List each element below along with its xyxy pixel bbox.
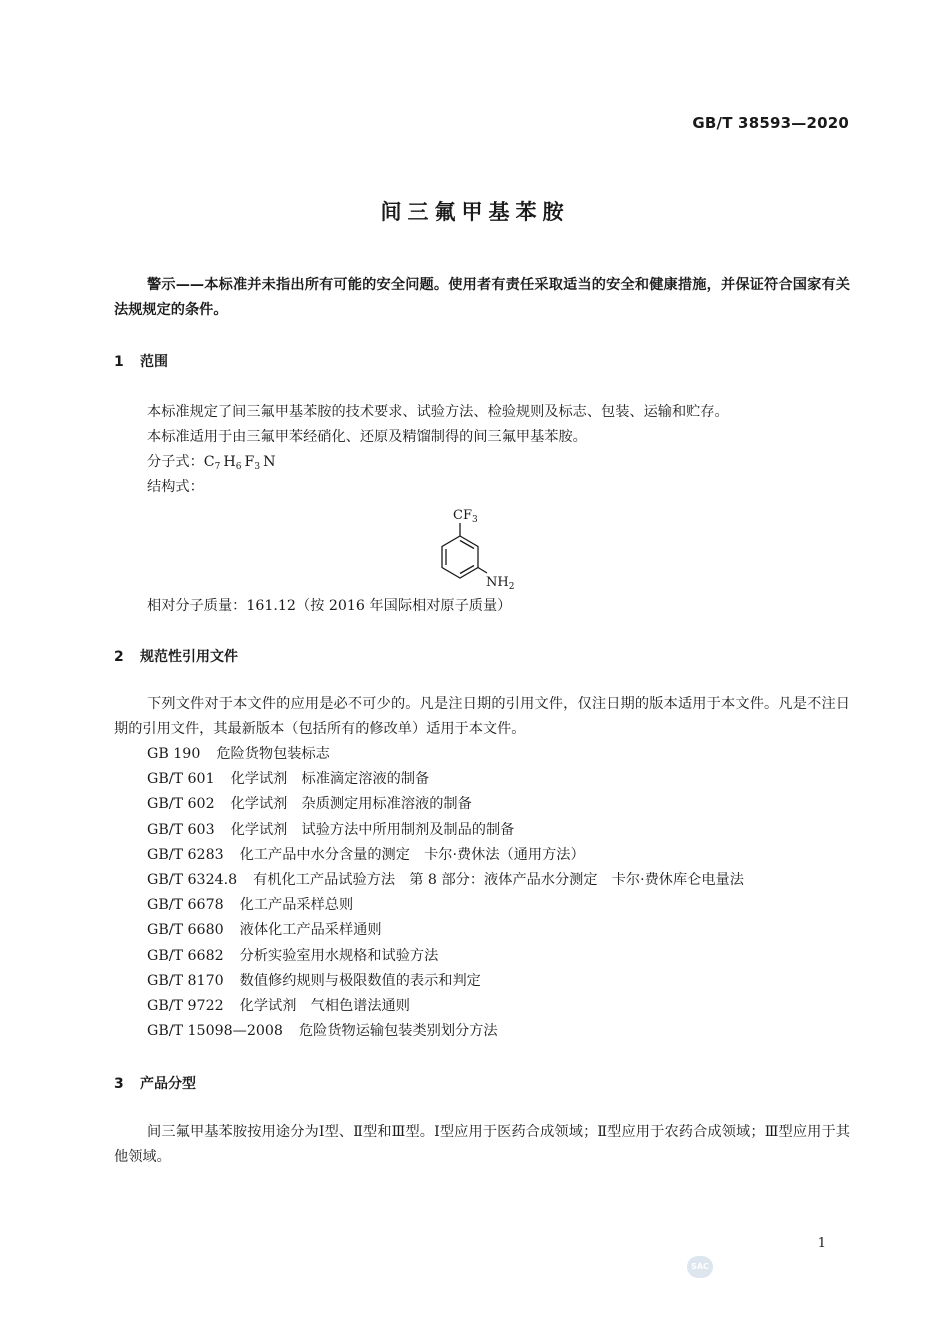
reference-title: 危险货物包装标志 xyxy=(216,746,330,762)
reference-code: GB/T 601 xyxy=(147,771,215,788)
reference-code: GB/T 6678 xyxy=(147,897,224,914)
reference-title: 化学试剂 气相色谱法通则 xyxy=(239,997,410,1014)
page-number: 1 xyxy=(817,1236,826,1251)
reference-code: GB/T 6680 xyxy=(147,922,224,939)
formula-h-count: 6 xyxy=(235,462,242,472)
formula-c-count: 7 xyxy=(214,462,221,472)
scope-paragraph-2: 本标准适用于由三氟甲苯经硝化、还原及精馏制得的间三氟甲基苯胺。 xyxy=(147,429,587,445)
reference-item xyxy=(147,742,744,767)
references-intro: 下列文件对于本文件的应用是必不可少的。凡是注日期的引用文件，仅注日期的版本适用于本文件。凡是不注日期的引用文件，其最新版本（包括所有的修改单）适用于本文件。 xyxy=(114,696,850,737)
section-3-heading xyxy=(114,1073,196,1093)
reference-code: GB/T 6283 xyxy=(147,846,224,863)
reference-list xyxy=(147,742,744,1044)
section-number: 3 xyxy=(114,1076,124,1092)
reference-code: GB/T 9722 xyxy=(147,997,224,1014)
reference-title: 化工产品采样总则 xyxy=(239,897,354,914)
reference-title: 液体化工产品采样通则 xyxy=(239,922,382,939)
reference-title: 有机化工产品试验方法 第 8 部分：液体产品水分测定 卡尔·费休库仑电量法 xyxy=(253,871,744,888)
reference-title: 化学试剂 试验方法中所用制剂及制品的制备 xyxy=(230,821,515,838)
standard-code: GB/T 38593—2020 xyxy=(692,114,849,132)
reference-title: 化学试剂 标准滴定溶液的制备 xyxy=(230,771,430,788)
reference-item xyxy=(147,792,744,817)
reference-title: 化学试剂 杂质测定用标准溶液的制备 xyxy=(230,796,472,813)
reference-title: 危险货物运输包装类别划分方法 xyxy=(298,1023,498,1040)
reference-code: GB/T 602 xyxy=(147,796,215,813)
nh2-bond xyxy=(478,568,487,574)
benzene-ring xyxy=(442,523,487,578)
document-title: 间三氟甲基苯胺 xyxy=(380,200,570,224)
formula-h: H xyxy=(223,454,236,470)
safety-warning: 警示——本标准并未指出所有可能的安全问题。使用者有责任采取适当的安全和健康措施，并保证符合国家有关法规规定的条件。 xyxy=(114,277,850,318)
section-number: 2 xyxy=(114,649,124,665)
formula-label: 分子式： xyxy=(147,454,204,470)
formula-f-count: 3 xyxy=(254,462,261,472)
reference-item xyxy=(147,893,744,918)
section-title: 规范性引用文件 xyxy=(140,649,238,665)
reference-code: GB 190 xyxy=(147,746,201,762)
section-title: 产品分型 xyxy=(140,1076,196,1092)
reference-item xyxy=(147,994,744,1019)
reference-code: GB/T 603 xyxy=(147,821,215,838)
formula-f: F xyxy=(244,454,255,470)
molar-mass: 相对分子质量：161.12（按 2016 年国际相对原子质量） xyxy=(147,598,512,614)
ring-bonds xyxy=(442,536,478,578)
reference-item xyxy=(147,918,744,943)
double-bond-2 xyxy=(460,566,474,574)
molecular-formula xyxy=(147,451,275,472)
reference-item xyxy=(147,868,744,893)
section-number: 1 xyxy=(114,354,124,370)
product-types-paragraph: 间三氟甲基苯胺按用途分为Ⅰ型、Ⅱ型和Ⅲ型。Ⅰ型应用于医药合成领域；Ⅱ型应用于农药合成领域；Ⅲ型应用于其他领域。 xyxy=(114,1124,850,1165)
reference-item xyxy=(147,767,744,792)
reference-item xyxy=(147,843,744,868)
section-title: 范围 xyxy=(140,354,168,370)
structure-label: 结构式： xyxy=(147,479,204,495)
cf3-group: $CF_3$ xyxy=(453,508,478,525)
double-bond-3 xyxy=(460,541,474,549)
reference-item xyxy=(147,969,744,994)
reference-title: 分析实验室用水规格和试验方法 xyxy=(239,947,439,964)
scope-paragraph-1: 本标准规定了间三氟甲基苯胺的技术要求、试验方法、检验规则及标志、包装、运输和贮存。 xyxy=(147,404,729,420)
reference-code: GB/T 15098—2008 xyxy=(147,1023,283,1040)
reference-title: 数值修约规则与极限数值的表示和判定 xyxy=(239,972,481,989)
section-2-heading xyxy=(114,646,238,666)
reference-item xyxy=(147,1019,744,1044)
reference-item xyxy=(147,944,744,969)
reference-code: GB/T 6324.8 xyxy=(147,871,238,888)
formula-c: C xyxy=(203,454,215,470)
reference-code: GB/T 8170 xyxy=(147,972,224,989)
reference-title: 化工产品中水分含量的测定 卡尔·费休法（通用方法） xyxy=(239,846,585,863)
nh2-group: $NH_2$ xyxy=(486,575,515,592)
formula-n: N xyxy=(263,454,276,470)
reference-item xyxy=(147,818,744,843)
reference-code: GB/T 6682 xyxy=(147,947,224,964)
structural-formula xyxy=(420,500,540,595)
sac-logo: SAC xyxy=(687,1256,713,1278)
section-1-heading xyxy=(114,351,168,371)
